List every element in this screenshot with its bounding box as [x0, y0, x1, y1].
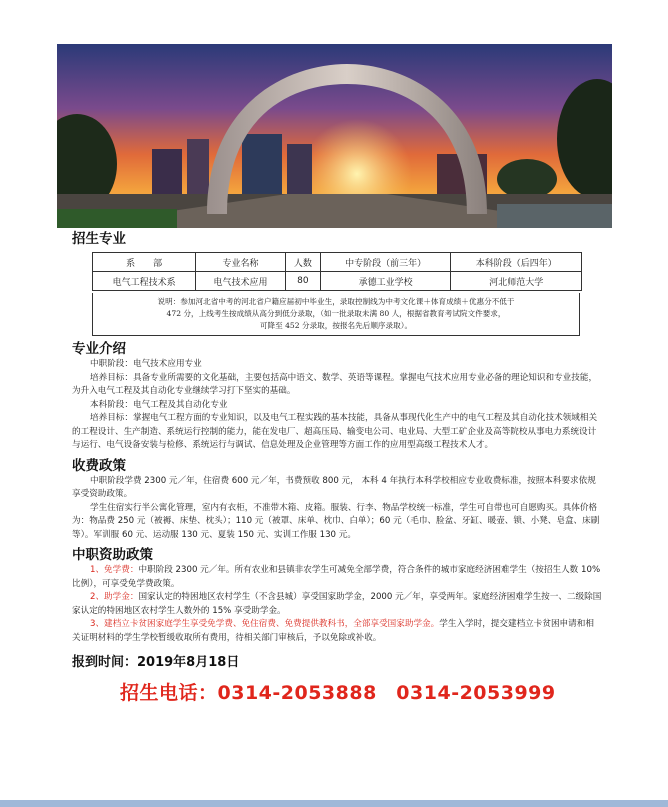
table-header-cell: 本科阶段（后四年）	[451, 253, 582, 272]
fees-paragraph: 中职阶段学费 2300 元／年，住宿费 600 元／年，书费预收 800 元， 本科 4 年执行本科学校相应专业收费标准，按照本科要求依规享受资助政策。	[72, 475, 596, 499]
note-line: 472 分，上线考生按成绩从高分到低分录取，（如一批录取未满 80 人，根据省教育考试院文件要求，	[166, 309, 506, 318]
aid-heading: 中职资助政策	[72, 547, 153, 563]
table-row	[93, 272, 582, 291]
aid-item-3	[72, 618, 602, 645]
aid-item-1	[72, 564, 602, 591]
campus-arch-sunset-photo	[57, 44, 612, 228]
fees-heading: 收费政策	[72, 457, 126, 474]
aid-item-2	[72, 591, 602, 618]
table-cell: 河北师范大学	[451, 272, 582, 291]
bottom-bar	[0, 800, 668, 807]
aid-item-text: 中职阶段 2300 元／年。所有农业和县镇非农学生可减免全部学费，符合条件的城市家庭经济困难学生（按招生人数 10% 比例），可享受免学费政策。	[72, 565, 601, 589]
table-header-cell: 中专阶段（前三年）	[320, 253, 451, 272]
table-header-cell: 专业名称	[196, 253, 286, 272]
table-cell: 承德工业学校	[320, 272, 451, 291]
intro-paragraph: 中职阶段：电气技术应用专业	[90, 359, 202, 369]
campus-arch-photo	[57, 44, 612, 228]
intro-paragraph: 培养目标：具备专业所需要的文化基础，主要包括高中语文、数学、英语等课程。掌握电气技术应用专业必备的理论知识和专业技能，为升入电气工程及其自动化专业继续学习打下坚实的基础。	[72, 372, 598, 396]
fees-paragraph: 学生住宿实行半公寓化管理，室内有衣柜，不准带木箱、皮箱。服装、行李、物品学校统一标准，学生可自带也可自愿购买。具体价格为：物品费 250 元（被褥、床垫、枕头）；110 元（被罩、床单、枕巾、白单）；60 元（毛巾、脸盆、牙缸、暖壶、锁、小凳、皂盒、床刷等）。军训服 60 元、运动服 130 元、夏装 150 元、实训工作服 130 元。	[72, 502, 600, 540]
table-cell: 电气工程技术系	[93, 272, 196, 291]
enrollment-note	[92, 293, 580, 336]
aid-item-text: 学生入学时，提交建档立卡贫困申请和相关证明材料的学生学校暂缓收取所有费用，待相关部门审核后，予以免除或补收。	[72, 619, 594, 643]
report-date: 报到时间：2019年8月18日	[72, 655, 240, 670]
enrollment-heading: 招生专业	[72, 231, 126, 247]
table-cell: 80	[285, 272, 320, 291]
table-header-cell: 系 部	[93, 253, 196, 272]
table-header-cell: 人数	[285, 253, 320, 272]
intro-heading: 专业介绍	[72, 341, 126, 357]
aid-item-label: 3、建档立卡贫困家庭学生享受免学费、免住宿费、免费提供教科书，全部享受国家助学金。	[90, 619, 440, 629]
aid-item-text: 国家认定的特困地区农村学生（不含县城）享受国家助学金，2000 元／年，享受两年。家庭经济困难学生按一、二级除国家认定的特困地区农村学生人数外的 15% 享受助学金。	[72, 592, 602, 616]
intro-paragraph: 培养目标：掌握电气工程方面的专业知识，以及电气工程实践的基本技能，具备从事现代化生产中的电气工程及其自动化技术领域相关的工程设计、生产制造、系统运行控制的能力，能在发电厂、超高压局、输变电公司、电业局、大型工矿企业及高等院校从事电力系统设计与运行、电气设备安装与检修、系统运行与调试、信息处理及企业管理等方面工作的应用型高级工程技术人才。	[72, 413, 598, 450]
note-line: 可降至 452 分录取，按报名先后顺序录取）。	[259, 321, 413, 330]
intro-paragraph: 本科阶段：电气工程及其自动化专业	[90, 399, 228, 410]
table-cell: 电气技术应用	[196, 272, 286, 291]
table-header-row	[93, 253, 582, 272]
aid-item-label: 2、助学金：	[90, 592, 139, 602]
enrollment-phone: 招生电话：0314-2053888 0314-2053999	[120, 682, 556, 704]
note-line: 说明：参加河北省中考的河北省户籍应届初中毕业生，录取控制线为中考文化课＋体育成绩＋优惠分不低于	[157, 297, 515, 306]
enrollment-table	[92, 252, 582, 291]
aid-item-label: 1、免学费：	[90, 565, 139, 575]
brochure-content	[72, 230, 602, 705]
